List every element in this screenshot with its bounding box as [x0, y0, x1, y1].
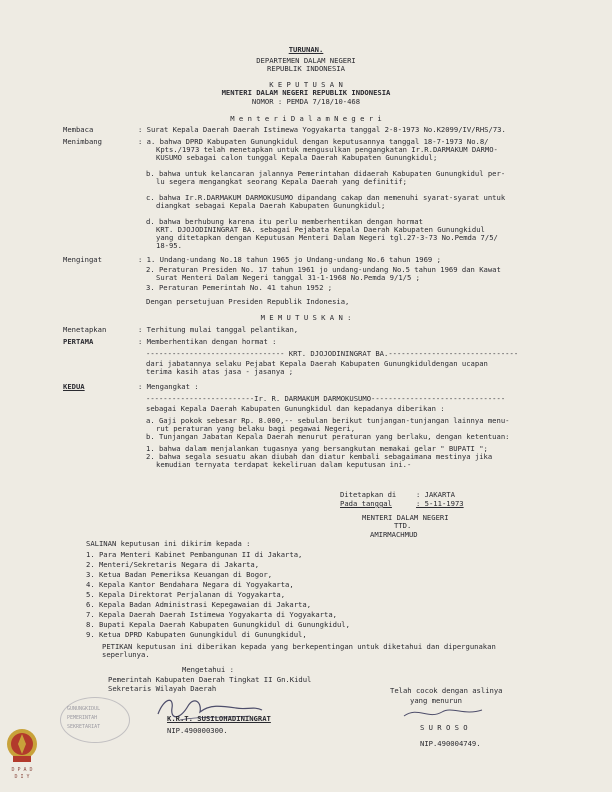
mengingat-item: : 1. Undang-undang No.18 tahun 1965 jo Undang-undang No.6 tahun 1969 ; [138, 255, 441, 264]
menimbang-d-line: 18-95. [156, 241, 182, 250]
date-value: : 5-11-1973 [416, 499, 464, 508]
menimbang-a-line: Kpts./1973 telah menetapkan untuk mengusulkan pengangkatan Ir.R.DARMAKUM DARMO- [156, 145, 498, 154]
decision-number: NOMOR : PEMDA 7/18/10-468 [251, 97, 361, 106]
salinan-item: 4. Kepala Kantor Bendahara Negara di Yogyakarta, [86, 580, 294, 589]
mengingat-item: Surat Menteri Dalam Negeri tanggal 31-1-1968 No.Pemda 9/1/5 ; [156, 273, 420, 282]
menimbang-c-line: c. bahwa Ir.R.DARMAKUM DARMOKUSUMO dipandang cakap dan memenuhi syarat-syarat untuk [146, 193, 506, 202]
place-label: Ditetapkan di [340, 490, 397, 499]
petikan-line: PETIKAN keputusan ini diberikan kepada yang berkepentingan untuk diketahui dan dipergunakan [102, 642, 496, 651]
kedua-line: kemudian ternyata terdapat kekeliruan dalam keputusan ini.- [156, 460, 412, 469]
menimbang-d-line: yang ditetapkan dengan Keputusan Menteri Dalam Negeri tgl.27-3-73 No.Pemda 7/5/ [156, 233, 498, 242]
kedua-line: rut peraturan yang belaku bagi pegawai Negeri, [156, 424, 356, 433]
menimbang-a-line: : a. bahwa DPRD Kabupaten Gunungkidul dengan keputusannya tanggal 18-7-1973 No.8/ [138, 137, 489, 146]
department-title: DEPARTEMEN DALAM NEGERI [256, 56, 356, 65]
salinan-item: 7. Kepala Daerah Daerah Istimewa Yogyakarta di Yogyakarta, [86, 610, 337, 619]
cocok-name: S U R O S O [420, 723, 468, 732]
minister-name: AMIRMACHMUD [370, 530, 418, 539]
cocok-text: yang menurun [410, 696, 462, 705]
mengetahui-label: Mengetahui : [182, 665, 234, 674]
kedua-line: a. Gaji pokok sebesar Rp. 8.000,-- sebulan berikut tunjangan-tunjangan lainnya menu- [146, 416, 510, 425]
mengetahui-office: Pemerintah Kabupaten Daerah Tingkat II Gn.Kidul [108, 675, 312, 684]
kedua-line: 2. bahwa segala sesuatu akan diubah dan diatur kembali sebagaimana mestinya jika [146, 452, 493, 461]
minister-heading: M e n t e r i D a l a m N e g e r i [230, 114, 382, 123]
menetapkan-label: Menetapkan [63, 325, 107, 334]
membaca-text: : Surat Kepala Daerah Daerah Istimewa Yogyakarta tanggal 2-8-1973 No.K2099/IV/RHS/73. [138, 125, 506, 134]
menimbang-a-line: KUSUMO sebagai calon tunggal Kepala Daerah Kabupaten Gunungkidul; [156, 153, 438, 162]
kedua-line: : Mengangkat : [138, 382, 199, 391]
emblem-line: D P A D [11, 767, 33, 773]
kedua-line: b. Tunjangan Jabatan Kepala Daerah menurut peraturan yang berlaku, dengan ketentuan: [146, 432, 510, 441]
country-title: REPUBLIK INDONESIA [267, 64, 345, 73]
mengingat-label: Mengingat [63, 255, 102, 264]
stamp-text: GUNUNGKIDUL [67, 706, 101, 712]
cocok-nip: NIP.490004749. [420, 739, 481, 748]
mengetahui-name: K.R.T. SUSILOHADININGRAT [167, 714, 271, 723]
kedua-line: -------------------------Ir. R. DARMAKUM DARMOKUSUMO------------------------------- [146, 394, 506, 403]
salinan-item: 1. Para Menteri Kabinet Pembangunan II di Jakarta, [86, 550, 303, 559]
mengingat-item: 2. Peraturan Presiden No. 17 tahun 1961 jo undang-undang No.5 tahun 1969 dan Kawat [146, 265, 501, 274]
menimbang-label: Menimbang [63, 137, 102, 146]
memutuskan-heading: M E M U T U S K A N : [260, 313, 352, 322]
salinan-item: 3. Ketua Badan Pemeriksa Keuangan di Bogor, [86, 570, 273, 579]
menimbang-c-line: diangkat sebagai Kepala Daerah Kabupaten Gunungkidul; [156, 201, 386, 210]
pertama-line: -------------------------------- KRT. DJOJODININGRAT BA.------------------------------ [146, 349, 519, 358]
kedua-line: 1. bahwa dalam menjalankan tugasnya yang bersangkutan memakai gelar " BUPATI "; [146, 444, 488, 453]
menimbang-d-line: KRT. DJOJODININGRAT BA. sebagai Pejabata Kepala Daerah Kabupaten Gunungkidul [156, 225, 485, 234]
salinan-item: 8. Bupati Kepala Daerah Kabupaten Gunungkidul di Gunungkidul, [86, 620, 350, 629]
petikan-line: seperlunya. [102, 650, 150, 659]
kedua-label: KEDUA [63, 382, 85, 391]
salinan-item: 6. Kepala Badan Administrasi Kepegawaian di Jakarta, [86, 600, 312, 609]
stamp-text: SEKRETARIAT [67, 724, 101, 730]
mengetahui-nip: NIP.490000300. [167, 726, 228, 735]
pertama-line: dari jabatannya selaku Pejabat Kepala Daerah Kabupaten Gunungkiduldengan ucapan [146, 359, 488, 368]
menimbang-d-line: d. bahwa berhubung karena itu perlu memberhentikan dengan hormat [146, 217, 423, 226]
pertama-line: terima kasih atas jasa - jasanya ; [146, 367, 294, 376]
persetujuan-text: Dengan persetujuan Presiden Republik Indonesia, [146, 297, 350, 306]
mengetahui-office: Sekretaris Wilayah Daerah [108, 684, 217, 693]
pertama-label: PERTAMA [63, 337, 94, 346]
decision-heading: K E P U T U S A N [269, 80, 343, 89]
salinan-item: 9. Ketua DPRD Kabupaten Gunungkidul di Gunungkidul, [86, 630, 307, 639]
salinan-item: 2. Menteri/Sekretaris Negara di Jakarta, [86, 560, 260, 569]
minister-office: MENTERI DALAM NEGERI [362, 513, 449, 522]
emblem-line: D I Y [14, 774, 30, 780]
mengingat-item: 3. Peraturan Pemerintah No. 41 tahun 1952 ; [146, 283, 333, 292]
ttd-mark: TTD. [394, 521, 412, 530]
stamp-text: PEMERINTAH [67, 715, 98, 721]
salinan-intro: SALINAN keputusan ini dikirim kepada : [86, 539, 251, 548]
date-label: Pada tanggal [340, 499, 392, 508]
signature-right [398, 702, 488, 724]
copy-label: TURUNAN. [288, 45, 324, 54]
place-value: : JAKARTA [416, 490, 455, 499]
cocok-text: Telah cocok dengan aslinya [390, 686, 503, 695]
menimbang-b-line: b. bahwa untuk kelancaran jalannya Pemerintahan didaerah Kabupaten Gunungkidul per- [146, 169, 506, 178]
official-stamp [60, 697, 130, 743]
emblem-icon [4, 726, 40, 782]
membaca-label: Membaca [63, 125, 94, 134]
salinan-item: 5. Kepala Direktorat Perjalanan di Yogyakarta, [86, 590, 286, 599]
issuer-title: MENTERI DALAM NEGERI REPUBLIK INDONESIA [221, 88, 391, 97]
menimbang-b-line: lu segera mengangkat seorang Kepala Daerah yang definitif; [156, 177, 407, 186]
pertama-line: : Memberhentikan dengan hormat : [138, 337, 277, 346]
menetapkan-text: : Terhitung mulai tanggal pelantikan, [138, 325, 299, 334]
kedua-line: sebagai Kepala Daerah Kabupaten Gunungkidul dan kepadanya diberikan : [146, 404, 445, 413]
